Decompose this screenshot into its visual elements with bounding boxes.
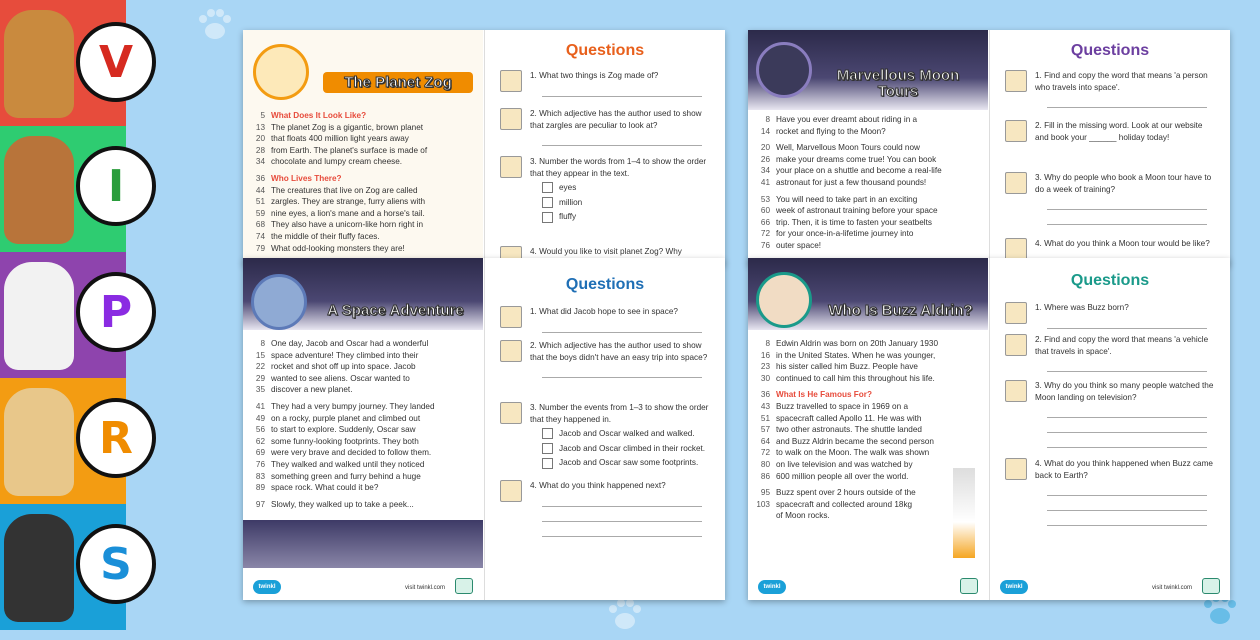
line-number: 95 [760, 488, 770, 498]
text-line [752, 205, 984, 217]
page-title: Marvellous Moon Tours [836, 67, 960, 100]
answer-line[interactable] [542, 511, 702, 522]
line-text: space rock. What could it be? [271, 483, 379, 493]
question-text: 4. Would you like to visit planet Zog? Why [530, 247, 682, 256]
line-number: 8 [765, 339, 770, 348]
paw-print-decoration [195, 5, 235, 45]
twinkl-logo: twinkl [253, 580, 281, 594]
text-line [247, 361, 479, 373]
dog-character-icon [4, 514, 74, 622]
text-line [247, 436, 479, 448]
line-text: in the United States. When he was younger, [776, 350, 936, 360]
question-4 [500, 480, 710, 537]
line-number: 89 [255, 483, 265, 493]
question-4 [1005, 238, 1215, 250]
line-number: 72 [760, 229, 770, 239]
answer-line[interactable] [1047, 500, 1207, 511]
question-2 [500, 108, 710, 146]
reading-text [247, 110, 479, 254]
text-line [752, 471, 984, 483]
question-text: 4. What do you think happened when Buzz came back to Earth? [1035, 459, 1213, 480]
line-number: 76 [255, 459, 265, 469]
quality-badge-icon [1202, 578, 1220, 594]
text-line [752, 436, 984, 448]
line-number: 51 [760, 413, 770, 423]
text-line [752, 177, 984, 189]
text-page [243, 258, 483, 600]
question-text: 3. Why do you think so many people watched the Moon landing on television? [1035, 381, 1214, 402]
website-url: visit twinkl.com [404, 585, 445, 591]
text-line [247, 459, 479, 471]
answer-line[interactable] [542, 135, 702, 146]
line-text: spacecraft called Apollo 11. He was with [776, 413, 922, 423]
text-page [748, 30, 988, 265]
text-line [752, 126, 984, 138]
question-3 [1005, 380, 1215, 448]
line-number: 41 [255, 401, 265, 411]
option-label: million [559, 197, 583, 207]
line-number: 8 [765, 115, 770, 124]
ordering-option[interactable] [542, 428, 710, 440]
line-text: astronaut for just a few thousand pounds! [776, 177, 927, 187]
text-line [247, 350, 479, 362]
dog-skill-icon [500, 156, 522, 178]
line-number: 44 [255, 185, 265, 195]
question-1 [1005, 302, 1215, 329]
question-3 [500, 402, 710, 469]
ordering-option[interactable] [542, 443, 710, 455]
answer-line[interactable] [542, 496, 702, 507]
line-text: two other astronauts. The shuttle landed [776, 425, 922, 435]
line-text: spacecraft and collected around 18kg [776, 499, 913, 509]
checkbox[interactable] [542, 428, 553, 439]
text-line [247, 173, 479, 185]
page-footer [990, 578, 1230, 594]
moon-surface-image [243, 520, 483, 568]
question-text: 1. What did Jacob hope to see in space? [530, 307, 678, 316]
option-label: eyes [559, 183, 577, 193]
option-label: Jacob and Oscar walked and walked. [559, 429, 695, 439]
questions-title: Questions [1070, 42, 1150, 59]
question-text: 2. Which adjective has the author used to show that the boys didn't have an easy trip into space? [530, 341, 708, 362]
answer-line[interactable] [1047, 515, 1207, 526]
line-text: Edwin Aldrin was born on 20th January 1930 [776, 339, 939, 348]
paw-print-decoration [605, 595, 645, 635]
text-line [752, 361, 984, 373]
question-text: 2. Which adjective has the author used to show that zargles are peculiar to look at? [530, 109, 702, 130]
line-number: 23 [760, 362, 770, 372]
text-line [247, 338, 479, 350]
text-line [247, 185, 479, 197]
answer-line[interactable] [1047, 422, 1207, 433]
vipers-strip [0, 0, 134, 630]
worksheet-space-adventure [243, 258, 725, 600]
dog-character-icon [4, 10, 74, 118]
line-number: 68 [255, 220, 265, 230]
questions-title: Questions [565, 276, 645, 293]
page-footer [243, 578, 483, 594]
line-number: 80 [760, 459, 770, 469]
line-text: trip. Then, it is time to fasten your seatbelts [776, 217, 932, 227]
checkbox[interactable] [542, 197, 553, 208]
question-3 [500, 156, 710, 223]
questions-page [484, 258, 725, 600]
option-label: fluffy [559, 212, 577, 222]
section-heading: Who Lives There? [271, 173, 342, 183]
text-line [752, 459, 984, 471]
line-number: 53 [760, 194, 770, 204]
lion-icon [253, 44, 309, 100]
vipers-letter-i: I [76, 146, 156, 226]
buzz-aldrin-portrait-icon [756, 272, 812, 328]
quality-badge-icon [455, 578, 473, 594]
line-number: 20 [255, 134, 265, 144]
line-number: 74 [255, 231, 265, 241]
line-text: your place on a shuttle and become a real-life [776, 166, 942, 176]
line-number: 30 [760, 373, 770, 383]
question-text: 2. Find and copy the word that means 'a vehicle that travels in space'. [1035, 335, 1209, 356]
question-text: 1. Find and copy the word that means 'a person who travels into space'. [1035, 71, 1208, 92]
worksheet-planet-zog [243, 30, 725, 265]
answer-line[interactable] [1047, 437, 1207, 448]
line-text: space adventure! They climbed into their [271, 350, 419, 360]
line-text: They walked and walked until they noticed [271, 459, 425, 469]
line-text: nine eyes, a lion's mane and a horse's tail. [271, 208, 425, 218]
dog-skill-icon [1005, 334, 1027, 356]
line-number: 49 [255, 413, 265, 423]
line-text: You will need to take part in an exciting [776, 194, 918, 204]
line-text: that floats 400 million light years away [271, 134, 409, 144]
line-text: his sister called him Buzz. People have [776, 362, 918, 372]
text-line [247, 196, 479, 208]
line-number: 20 [760, 143, 770, 153]
line-text: to start to explore. Suddenly, Oscar saw [271, 425, 416, 435]
question-2 [1005, 334, 1215, 372]
text-line [247, 110, 479, 122]
line-number: 56 [255, 425, 265, 435]
text-line [752, 510, 984, 522]
line-number: 69 [255, 448, 265, 458]
line-text: Slowly, they walked up to take a peek... [271, 499, 414, 509]
question-text: 2. Fill in the missing word. Look at our website and book your ______ holiday today! [1035, 121, 1203, 142]
line-number: 13 [255, 122, 265, 132]
text-line [752, 413, 984, 425]
text-line [752, 194, 984, 206]
line-text: rocket and flying to the Moon? [776, 126, 886, 136]
section-heading: What Is He Famous For? [776, 390, 872, 400]
line-number: 66 [760, 217, 770, 227]
dog-skill-icon [1005, 120, 1027, 142]
question-text: 1. What two things is Zog made of? [530, 71, 659, 80]
question-1 [500, 70, 710, 97]
text-line [247, 122, 479, 134]
line-text: for your once-in-a-lifetime journey into [776, 229, 914, 239]
answer-line[interactable] [1047, 214, 1207, 225]
line-text: The creatures that live on Zog are called [271, 185, 418, 195]
dog-skill-icon [500, 108, 522, 130]
text-line [752, 487, 984, 499]
checkbox[interactable] [542, 443, 553, 454]
question-4 [1005, 458, 1215, 526]
section-heading: What Does It Look Like? [271, 111, 367, 120]
line-number: 34 [760, 166, 770, 176]
dog-skill-icon [500, 402, 522, 424]
dog-character-icon [4, 262, 74, 370]
text-line [247, 145, 479, 157]
page-title: The Planet Zog [323, 72, 473, 93]
line-text: some funny-looking footprints. They both [271, 436, 419, 446]
text-line [752, 154, 984, 166]
line-text: What odd-looking monsters they are! [271, 243, 405, 253]
line-number: 76 [760, 240, 770, 250]
line-number: 79 [255, 243, 265, 253]
line-text: wanted to see aliens. Oscar wanted to [271, 373, 410, 383]
line-text: Have you ever dreamt about riding in a [776, 115, 918, 124]
questions-page [989, 30, 1230, 265]
text-line [752, 401, 984, 413]
line-text: chocolate and lumpy cream cheese. [271, 157, 403, 167]
option-label: Jacob and Oscar climbed in their rocket. [559, 443, 706, 453]
question-text: 3. Number the events from 1–3 to show the order that they happened in. [530, 403, 709, 424]
line-text: of Moon rocks. [776, 511, 830, 521]
answer-line[interactable] [542, 367, 702, 378]
text-line [247, 499, 479, 511]
text-line [247, 424, 479, 436]
text-line [752, 165, 984, 177]
answer-line[interactable] [1047, 407, 1207, 418]
questions-title: Questions [1070, 272, 1150, 289]
dog-skill-icon [500, 70, 522, 92]
line-text: something green and furry behind a huge [271, 471, 421, 481]
question-text: 4. What do you think a Moon tour would be like? [1035, 239, 1210, 248]
line-text: zargles. They are strange, furry aliens with [271, 197, 426, 207]
checkbox[interactable] [542, 458, 553, 469]
page-title: A Space Adventure [327, 302, 464, 319]
line-text: from Earth. The planet's surface is made of [271, 145, 428, 155]
option-label: Jacob and Oscar saw some footprints. [559, 458, 699, 468]
reading-text [247, 338, 479, 510]
dog-skill-icon [1005, 238, 1027, 260]
line-text: week of astronaut training before your space [776, 206, 938, 216]
text-line [247, 243, 479, 255]
line-text: discover a new planet. [271, 385, 353, 395]
text-page [243, 30, 483, 265]
line-number: 26 [760, 154, 770, 164]
dog-character-icon [4, 388, 74, 496]
text-line [752, 338, 984, 350]
question-3 [1005, 172, 1215, 225]
dog-skill-icon [1005, 70, 1027, 92]
vipers-letter-s: S [76, 524, 156, 604]
text-page [748, 258, 988, 600]
line-text: to walk on the Moon. The walk was shown [776, 448, 930, 458]
line-text: 600 million people all over the world. [776, 471, 909, 481]
questions-page [989, 258, 1230, 600]
answer-line[interactable] [542, 526, 702, 537]
answer-line[interactable] [1047, 199, 1207, 210]
dog-skill-icon [500, 480, 522, 502]
question-1 [1005, 70, 1215, 108]
website-url: visit twinkl.com [1151, 585, 1192, 591]
text-line [247, 208, 479, 220]
dog-skill-icon [1005, 302, 1027, 324]
line-number: 86 [760, 471, 770, 481]
question-text: 1. Where was Buzz born? [1035, 303, 1129, 312]
text-line [247, 373, 479, 385]
line-number: 51 [255, 197, 265, 207]
line-number: 60 [760, 206, 770, 216]
line-number: 16 [760, 350, 770, 360]
line-number: 97 [255, 499, 265, 509]
text-line [752, 217, 984, 229]
vipers-letter-r: R [76, 398, 156, 478]
line-number: 35 [255, 385, 265, 395]
dog-skill-icon [500, 340, 522, 362]
questions-title: Questions [565, 42, 645, 59]
text-line [247, 133, 479, 145]
vipers-letter-v: V [76, 22, 156, 102]
line-number: 15 [255, 350, 265, 360]
line-number: 5 [260, 111, 265, 120]
text-line [247, 447, 479, 459]
line-number: 34 [255, 157, 265, 167]
line-text: Well, Marvellous Moon Tours could now [776, 143, 920, 153]
text-line [752, 424, 984, 436]
line-text: Buzz spent over 2 hours outside of the [776, 488, 916, 498]
questions-page [484, 30, 725, 265]
line-text: They also have a unicorn-like horn right in [271, 220, 424, 230]
line-text: The planet Zog is a gigantic, brown planet [271, 122, 424, 132]
line-number: 83 [255, 471, 265, 481]
ordering-option[interactable] [542, 211, 710, 223]
page-footer [748, 578, 988, 594]
line-text: rocket and shot off up into space. Jacob [271, 362, 416, 372]
line-number: 103 [756, 499, 770, 509]
line-number: 36 [760, 390, 770, 400]
line-number: 62 [255, 436, 265, 446]
text-line [752, 228, 984, 240]
twinkl-logo: twinkl [1000, 580, 1028, 594]
rocket-icon [756, 42, 812, 98]
text-line [247, 413, 479, 425]
text-line [752, 373, 984, 385]
question-1 [500, 306, 710, 333]
dog-skill-icon [500, 306, 522, 328]
reading-text [752, 338, 984, 522]
line-number: 41 [760, 177, 770, 187]
text-line [247, 471, 479, 483]
text-line [752, 240, 984, 252]
line-number: 43 [760, 401, 770, 411]
line-number: 22 [255, 362, 265, 372]
quality-badge-icon [960, 578, 978, 594]
text-line [752, 114, 984, 126]
twinkl-logo: twinkl [758, 580, 786, 594]
rocket-icon [953, 468, 975, 558]
line-text: the middle of their fluffy faces. [271, 231, 380, 241]
line-number: 72 [760, 448, 770, 458]
ordering-option[interactable] [542, 457, 710, 469]
text-line [247, 156, 479, 168]
line-number: 8 [260, 339, 265, 348]
question-text: 4. What do you think happened next? [530, 481, 666, 490]
question-text: 3. Number the words from 1–4 to show the order that they appear in the text. [530, 157, 707, 178]
text-line [752, 447, 984, 459]
text-line [247, 482, 479, 494]
text-line [247, 401, 479, 413]
line-text: continued to call him this throughout his life. [776, 373, 935, 383]
dog-character-icon [4, 136, 74, 244]
line-number: 59 [255, 208, 265, 218]
answer-line[interactable] [1047, 485, 1207, 496]
answer-line[interactable] [1047, 97, 1207, 108]
text-line [247, 231, 479, 243]
line-text: on a rocky, purple planet and climbed out [271, 413, 421, 423]
reading-text [752, 114, 984, 252]
question-4 [500, 246, 710, 258]
text-line [752, 499, 984, 511]
ordering-option[interactable] [542, 197, 710, 209]
line-text: They had a very bumpy journey. They landed [271, 401, 435, 411]
question-2 [500, 340, 710, 378]
answer-line[interactable] [542, 322, 702, 333]
vipers-letter-p: P [76, 272, 156, 352]
line-number: 64 [760, 436, 770, 446]
astronaut-boys-icon [251, 274, 307, 330]
text-line [752, 350, 984, 362]
line-number: 36 [255, 173, 265, 183]
worksheet-buzz-aldrin [748, 258, 1230, 600]
line-text: and Buzz Aldrin became the second person [776, 436, 934, 446]
line-number: 29 [255, 373, 265, 383]
line-text: were very brave and decided to follow them. [271, 448, 432, 458]
text-line [247, 219, 479, 231]
answer-line[interactable] [1047, 318, 1207, 329]
checkbox[interactable] [542, 182, 553, 193]
text-line [752, 142, 984, 154]
answer-line[interactable] [542, 86, 702, 97]
answer-line[interactable] [1047, 361, 1207, 372]
line-text: outer space! [776, 240, 822, 250]
dog-skill-icon [1005, 172, 1027, 194]
question-2 [1005, 120, 1215, 143]
page-title: Who Is Buzz Aldrin? [828, 302, 973, 319]
line-text: make your dreams come true! You can book [776, 154, 937, 164]
question-text: 3. Why do people who book a Moon tour have to do a week of training? [1035, 173, 1212, 194]
line-number [752, 510, 776, 522]
line-text: on live television and was watched by [776, 459, 913, 469]
line-number: 57 [760, 425, 770, 435]
line-number: 28 [255, 145, 265, 155]
checkbox[interactable] [542, 212, 553, 223]
line-text: One day, Jacob and Oscar had a wonderful [271, 339, 429, 348]
line-number: 14 [760, 126, 770, 136]
dog-skill-icon [1005, 380, 1027, 402]
line-text: Buzz travelled to space in 1969 on a [776, 401, 908, 411]
dog-skill-icon [1005, 458, 1027, 480]
text-line [752, 389, 984, 401]
text-line [247, 384, 479, 396]
worksheet-moon-tours [748, 30, 1230, 265]
ordering-option[interactable] [542, 182, 710, 194]
